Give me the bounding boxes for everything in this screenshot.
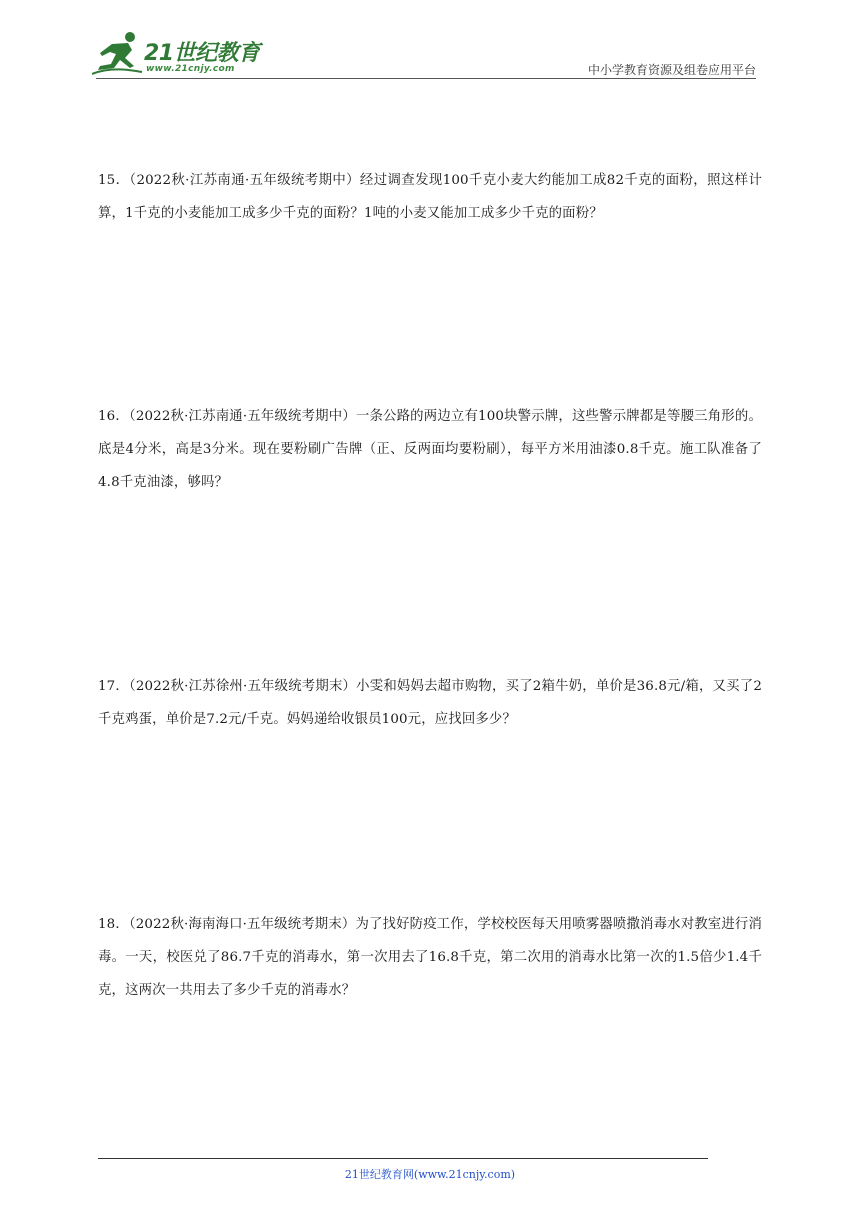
question-number: 15． bbox=[98, 173, 130, 188]
site-logo[interactable] bbox=[92, 30, 262, 80]
question-text: （2022秋·江苏徐州·五年级统考期末）小雯和妈妈去超市购物，买了2箱牛奶，单价是36.8元/箱，又买了2千克鸡蛋，单价是7.2元/千克。妈妈递给收银员100元，应找回多少？ bbox=[98, 679, 762, 727]
runner-logo-icon bbox=[92, 30, 148, 78]
question-18 bbox=[98, 908, 762, 1007]
question-number: 16． bbox=[98, 409, 129, 424]
platform-tagline: 中小学教育资源及组卷应用平台 bbox=[587, 63, 756, 77]
header-divider bbox=[96, 78, 756, 79]
question-number: 17． bbox=[98, 679, 129, 694]
question-text: （2022秋·江苏南通·五年级统考期中）经过调查发现100千克小麦大约能加工成82千克的面粉，照这样计算，1千克的小麦能加工成多少千克的面粉？1吨的小麦又能加工成多少千克的面粉？ bbox=[98, 173, 762, 221]
question-16 bbox=[98, 400, 762, 499]
footer-divider bbox=[98, 1158, 708, 1159]
page-header bbox=[0, 0, 860, 80]
question-text: （2022秋·江苏南通·五年级统考期中）一条公路的两边立有100块警示牌，这些警示牌都是等腰三角形的。底是4分米，高是3分米。现在要粉刷广告牌（正、反两面均要粉刷），每平方米用油漆0.8千克。施工队准备了4.8千克油漆，够吗？ bbox=[98, 409, 762, 490]
logo-text: 21世纪教育 bbox=[144, 41, 260, 66]
question-text: （2022秋·海南海口·五年级统考期末）为了找好防疫工作，学校校医每天用喷雾器喷撒消毒水对教室进行消毒。一天，校医兑了86.7千克的消毒水，第一次用去了16.8千克，第二次用的消毒水比第一次的1.5倍少1.4千克，这两次一共用去了多少千克的消毒水？ bbox=[98, 917, 762, 998]
question-17 bbox=[98, 670, 762, 736]
logo-url: www.21cnjy.com bbox=[146, 64, 235, 74]
question-number: 18． bbox=[98, 917, 129, 932]
question-15 bbox=[98, 164, 762, 230]
footer-link[interactable]: 21世纪教育网(www.21cnjy.com) bbox=[344, 1168, 516, 1181]
